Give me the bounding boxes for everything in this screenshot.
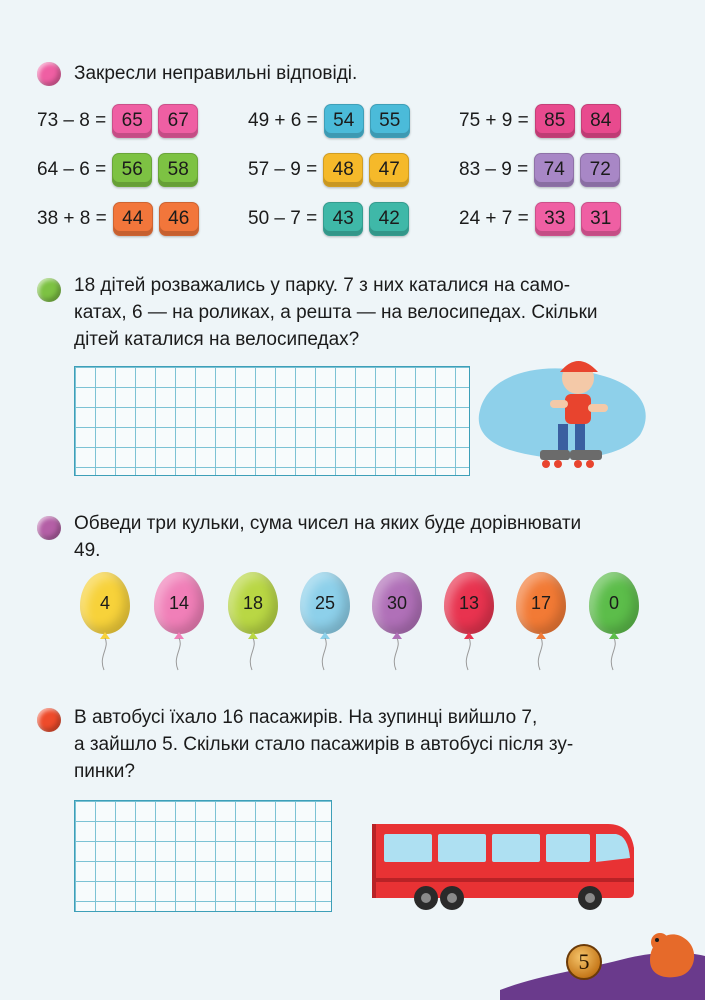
answer-option[interactable]: 46 [159,202,199,236]
balloon-string [80,638,134,672]
task3-text [74,510,674,564]
exercise-row [248,201,415,237]
exercise-expression: 49 + 6 = [248,110,318,131]
task3-line-2: 49. [74,540,101,561]
exercise-expression: 75 + 9 = [459,110,529,131]
answer-option[interactable]: 85 [535,104,575,138]
balloon-number: 25 [300,572,350,634]
task3-line-1: Обведи три кульки, сума чисел на яких буде дорівнювати [74,513,582,534]
balloon-string [516,638,570,672]
balloon-number: 30 [372,572,422,634]
exercise-row [459,152,626,188]
balloon-string [228,638,282,672]
bus-illustration [368,818,638,914]
exercise-row [459,103,627,139]
answer-option[interactable]: 48 [323,153,363,187]
bottom-decoration [500,920,705,1000]
balloon-string [154,638,208,672]
task4-answer-grid[interactable] [74,800,332,912]
answer-option[interactable]: 47 [369,153,409,187]
task2-line-2: катах, 6 — на роликах, а решта — на велосипедах. Скільки [74,302,598,323]
answer-option[interactable]: 84 [581,104,621,138]
task1-instruction: Закресли неправильні відповіді. [74,63,358,84]
answer-option[interactable]: 67 [158,104,198,138]
task2-bullet [37,278,61,302]
exercise-expression: 83 – 9 = [459,159,529,180]
answer-option[interactable]: 33 [535,202,575,236]
exercise-row [248,103,416,139]
exercise-row [459,201,627,237]
answer-option[interactable]: 74 [534,153,574,187]
task4-bullet [37,708,61,732]
balloon-number: 13 [444,572,494,634]
answer-option[interactable]: 44 [113,202,153,236]
balloon[interactable] [228,572,282,672]
page-number: 5 [566,944,602,980]
task4-line-3: пинки? [74,761,135,782]
answer-option[interactable]: 43 [323,202,363,236]
exercise-expression: 50 – 7 = [248,208,318,229]
balloon[interactable] [444,572,498,672]
balloon[interactable] [589,572,643,672]
answer-option[interactable]: 55 [370,104,410,138]
balloon-number: 17 [516,572,566,634]
balloon[interactable] [372,572,426,672]
answer-option[interactable]: 58 [158,153,198,187]
task4-line-1: В автобусі їхало 16 пасажирів. На зупинці вийшло 7, [74,707,538,728]
roller-skater-illustration [470,350,660,480]
balloon-number: 0 [589,572,639,634]
balloon-number: 14 [154,572,204,634]
exercise-expression: 57 – 9 = [248,159,318,180]
task2-line-3: дітей каталися на велосипедах? [74,329,360,350]
balloon-string [372,638,426,672]
task4-text [74,704,684,785]
exercise-expression: 24 + 7 = [459,208,529,229]
exercise-row [37,201,205,237]
task1-bullet [37,62,61,86]
exercise-expression: 73 – 8 = [37,110,107,131]
balloon-string [444,638,498,672]
balloon[interactable] [154,572,208,672]
balloon[interactable] [300,572,354,672]
balloon-string [589,638,643,672]
exercise-row [248,152,415,188]
task3-bullet [37,516,61,540]
balloon-number: 4 [80,572,130,634]
exercise-row [37,103,204,139]
task2-line-1: 18 дітей розважались у парку. 7 з них каталися на само- [74,275,571,296]
answer-option[interactable]: 72 [580,153,620,187]
answer-option[interactable]: 65 [112,104,152,138]
balloon[interactable] [516,572,570,672]
balloon-string [300,638,354,672]
balloon[interactable] [80,572,134,672]
exercise-row [37,152,204,188]
task2-text [74,272,674,353]
answer-option[interactable]: 56 [112,153,152,187]
balloon-number: 18 [228,572,278,634]
task2-answer-grid[interactable] [74,366,470,476]
exercise-expression: 64 – 6 = [37,159,107,180]
answer-option[interactable]: 54 [324,104,364,138]
exercise-expression: 38 + 8 = [37,208,107,229]
answer-option[interactable]: 31 [581,202,621,236]
answer-option[interactable]: 42 [369,202,409,236]
task4-line-2: а зайшло 5. Скільки стало пасажирів в автобусі після зу- [74,734,574,755]
